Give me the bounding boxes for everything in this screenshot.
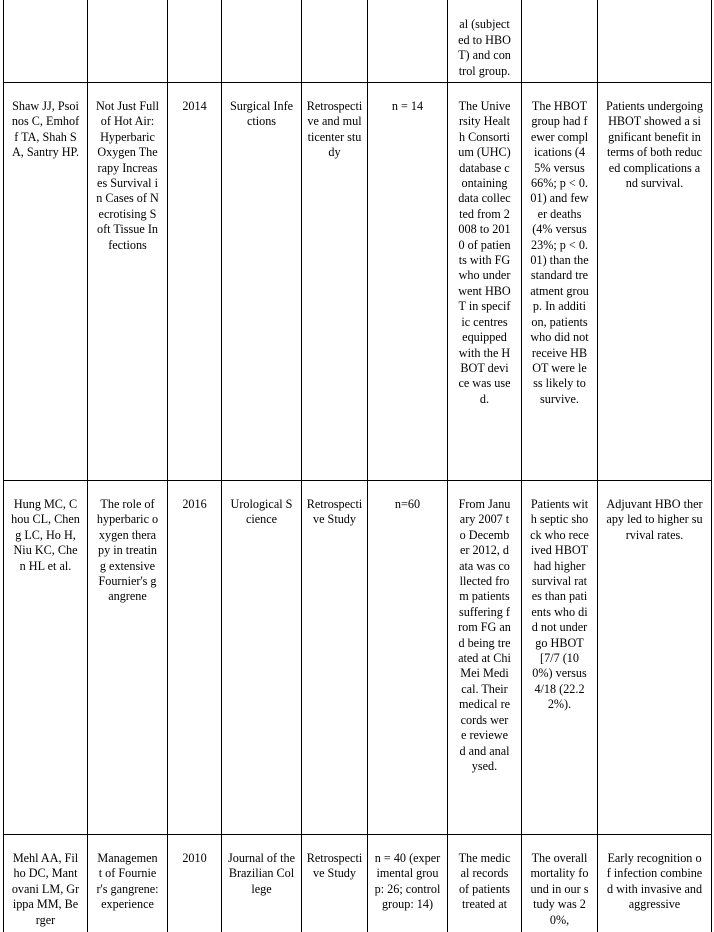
literature-review-table xyxy=(3,0,712,932)
conclusion-cell: Early recognition of infection combined with invasive and aggressive xyxy=(598,835,712,932)
title-cell xyxy=(88,0,168,83)
design-cell: Retrospective Study xyxy=(302,835,368,932)
journal-cell: Journal of the Brazilian College xyxy=(222,835,302,932)
methods-cell: The medical records of patients treated at xyxy=(448,835,522,932)
sample-cell: n=60 xyxy=(368,481,448,835)
design-cell xyxy=(302,0,368,83)
year-cell: 2010 xyxy=(168,835,222,932)
authors-cell: Mehl AA, Filho DC, Mantovani LM, Grippa MM, Berger xyxy=(4,835,88,932)
journal-cell: Surgical Infections xyxy=(222,83,302,481)
authors-cell: Hung MC, Chou CL, Cheng LC, Ho H, Niu KC, Chen HL et al. xyxy=(4,481,88,835)
results-cell: The overall mortality found in our study was 20%, xyxy=(522,835,598,932)
results-cell: The HBOT group had fewer complications (45% versus 66%; p < 0.01) and fewer deaths (4% versus 23%; p < 0.01) than the standard treatment group. In addition, patients who did not receive HBOT were less likely to survive. xyxy=(522,83,598,481)
sample-cell: n = 14 xyxy=(368,83,448,481)
title-cell: Not Just Full of Hot Air: Hyperbaric Oxygen Therapy Increases Survival in Cases of Necrotising Soft Tissue Infections xyxy=(88,83,168,481)
year-cell xyxy=(168,0,222,83)
design-cell: Retrospective and multicenter study xyxy=(302,83,368,481)
methods-cell: The University Health Consortium (UHC) database containing data collected from 2008 to 2010 of patients with FG who underwent HBOT in specific centres equipped with the HBOT device was used. xyxy=(448,83,522,481)
results-cell: Patients with septic shock who received HBOT had higher survival rates than patients who did not undergo HBOT [7/7 (100%) versus 4/18 (22.22%). xyxy=(522,481,598,835)
journal-cell xyxy=(222,0,302,83)
sample-cell: n = 40 (experimental group: 26; control group: 14) xyxy=(368,835,448,932)
year-cell: 2014 xyxy=(168,83,222,481)
methods-cell: From January 2007 to December 2012, data was collected from patients suffering from FG and being treated at Chi Mei Medical. Their medical records were reviewed and analysed. xyxy=(448,481,522,835)
table-row xyxy=(4,835,712,932)
design-cell: Retrospective Study xyxy=(302,481,368,835)
year-cell: 2016 xyxy=(168,481,222,835)
title-cell: The role of hyperbaric oxygen therapy in treating extensive Fournier's gangrene xyxy=(88,481,168,835)
conclusion-cell xyxy=(598,0,712,83)
conclusion-cell: Adjuvant HBO therapy led to higher survival rates. xyxy=(598,481,712,835)
conclusion-cell: Patients undergoing HBOT showed a significant benefit in terms of both reduced complications and survival. xyxy=(598,83,712,481)
journal-cell: Urological Science xyxy=(222,481,302,835)
authors-cell xyxy=(4,0,88,83)
methods-cell: al (subjected to HBOT) and control group. xyxy=(448,0,522,83)
sample-cell xyxy=(368,0,448,83)
table-row xyxy=(4,83,712,481)
authors-cell: Shaw JJ, Psoinos C, Emhoff TA, Shah SA, Santry HP. xyxy=(4,83,88,481)
results-cell xyxy=(522,0,598,83)
table-row xyxy=(4,0,712,83)
title-cell: Management of Fournier's gangrene: experience xyxy=(88,835,168,932)
table-row xyxy=(4,481,712,835)
